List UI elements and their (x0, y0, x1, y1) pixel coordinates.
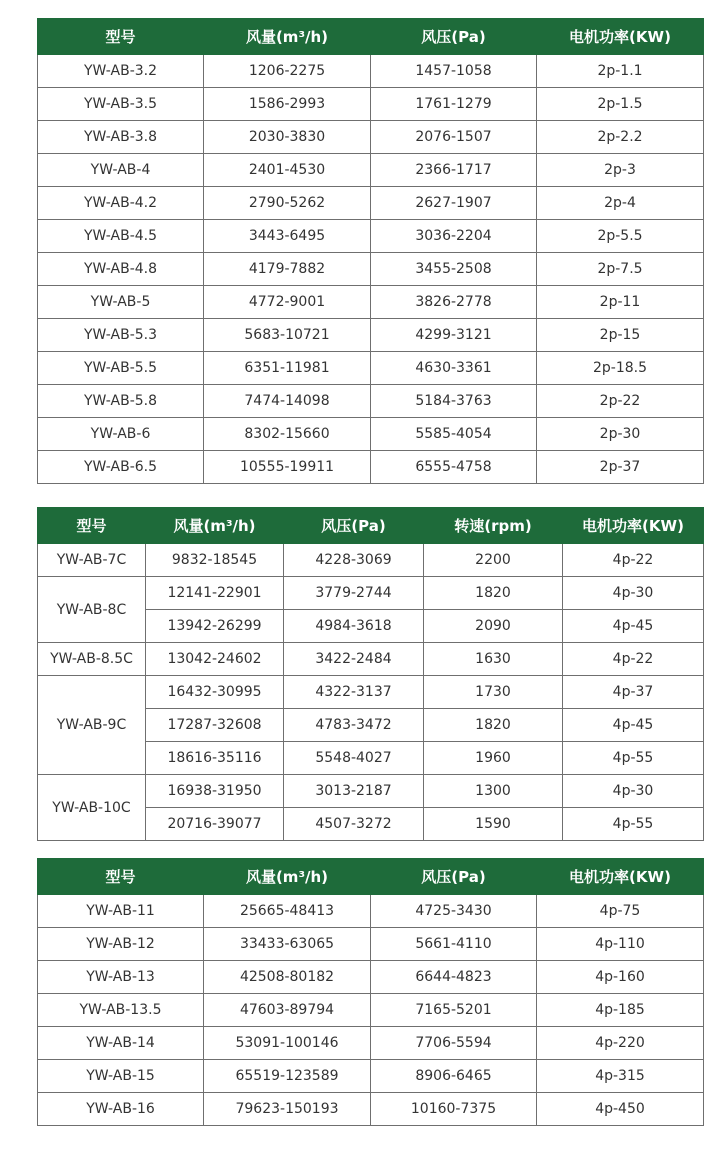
power-cell: 2p-15 (537, 319, 704, 352)
airflow-cell: 18616-35116 (146, 742, 284, 775)
power-cell: 4p-315 (537, 1060, 704, 1093)
model-cell: YW-AB-5 (38, 286, 204, 319)
table-row (38, 286, 704, 319)
airflow-cell: 9832-18545 (146, 544, 284, 577)
airflow-cell: 42508-80182 (204, 961, 371, 994)
table-row (38, 895, 704, 928)
speed-cell: 2200 (424, 544, 563, 577)
speed-cell: 1960 (424, 742, 563, 775)
model-cell: YW-AB-10C (38, 775, 146, 841)
airflow-cell: 53091-100146 (204, 1027, 371, 1060)
power-cell: 2p-37 (537, 451, 704, 484)
header-airflow: 风量(m³/h) (204, 859, 371, 895)
power-cell: 2p-3 (537, 154, 704, 187)
pressure-cell: 5184-3763 (371, 385, 537, 418)
model-cell: YW-AB-5.5 (38, 352, 204, 385)
pressure-cell: 1457-1058 (371, 55, 537, 88)
table-row (38, 352, 704, 385)
table-row (38, 544, 704, 577)
power-cell: 2p-11 (537, 286, 704, 319)
spec-table-2p (37, 18, 704, 484)
airflow-cell: 79623-150193 (204, 1093, 371, 1126)
airflow-cell: 16938-31950 (146, 775, 284, 808)
power-cell: 4p-30 (563, 775, 704, 808)
pressure-cell: 3013-2187 (284, 775, 424, 808)
model-cell: YW-AB-9C (38, 676, 146, 775)
spec-table-4p-speed (37, 507, 704, 841)
table-row (38, 961, 704, 994)
airflow-cell: 13042-24602 (146, 643, 284, 676)
header-airflow: 风量(m³/h) (204, 19, 371, 55)
table-row (38, 55, 704, 88)
pressure-cell: 3036-2204 (371, 220, 537, 253)
pressure-cell: 7706-5594 (371, 1027, 537, 1060)
power-cell: 4p-55 (563, 808, 704, 841)
airflow-cell: 4179-7882 (204, 253, 371, 286)
speed-cell: 1820 (424, 709, 563, 742)
table-row (38, 643, 704, 676)
power-cell: 2p-7.5 (537, 253, 704, 286)
table-header-row (38, 508, 704, 544)
pressure-cell: 5661-4110 (371, 928, 537, 961)
pressure-cell: 3779-2744 (284, 577, 424, 610)
table-row (38, 1093, 704, 1126)
airflow-cell: 13942-26299 (146, 610, 284, 643)
table-row (38, 385, 704, 418)
model-cell: YW-AB-4 (38, 154, 204, 187)
power-cell: 4p-45 (563, 709, 704, 742)
airflow-cell: 65519-123589 (204, 1060, 371, 1093)
table-row (38, 775, 704, 808)
speed-cell: 1300 (424, 775, 563, 808)
power-cell: 2p-2.2 (537, 121, 704, 154)
pressure-cell: 6555-4758 (371, 451, 537, 484)
pressure-cell: 5548-4027 (284, 742, 424, 775)
model-cell: YW-AB-3.8 (38, 121, 204, 154)
pressure-cell: 4228-3069 (284, 544, 424, 577)
power-cell: 2p-18.5 (537, 352, 704, 385)
model-cell: YW-AB-8C (38, 577, 146, 643)
table-row (38, 928, 704, 961)
airflow-cell: 25665-48413 (204, 895, 371, 928)
airflow-cell: 8302-15660 (204, 418, 371, 451)
model-cell: YW-AB-14 (38, 1027, 204, 1060)
pressure-cell: 4630-3361 (371, 352, 537, 385)
airflow-cell: 1586-2993 (204, 88, 371, 121)
speed-cell: 1730 (424, 676, 563, 709)
model-cell: YW-AB-16 (38, 1093, 204, 1126)
table-row (38, 1027, 704, 1060)
power-cell: 2p-1.1 (537, 55, 704, 88)
power-cell: 4p-22 (563, 544, 704, 577)
model-cell: YW-AB-8.5C (38, 643, 146, 676)
table-row (38, 121, 704, 154)
airflow-cell: 2790-5262 (204, 187, 371, 220)
speed-cell: 2090 (424, 610, 563, 643)
table-row (38, 154, 704, 187)
model-cell: YW-AB-15 (38, 1060, 204, 1093)
power-cell: 4p-55 (563, 742, 704, 775)
airflow-cell: 3443-6495 (204, 220, 371, 253)
table-row (38, 676, 704, 709)
airflow-cell: 5683-10721 (204, 319, 371, 352)
pressure-cell: 8906-6465 (371, 1060, 537, 1093)
model-cell: YW-AB-6.5 (38, 451, 204, 484)
airflow-cell: 10555-19911 (204, 451, 371, 484)
table-header-row (38, 859, 704, 895)
model-cell: YW-AB-12 (38, 928, 204, 961)
header-model: 型号 (38, 508, 146, 544)
pressure-cell: 10160-7375 (371, 1093, 537, 1126)
power-cell: 4p-110 (537, 928, 704, 961)
power-cell: 2p-4 (537, 187, 704, 220)
table-row (38, 451, 704, 484)
model-cell: YW-AB-4.8 (38, 253, 204, 286)
pressure-cell: 4507-3272 (284, 808, 424, 841)
model-cell: YW-AB-4.2 (38, 187, 204, 220)
table-row (38, 319, 704, 352)
speed-cell: 1820 (424, 577, 563, 610)
table-row (38, 994, 704, 1027)
power-cell: 4p-30 (563, 577, 704, 610)
pressure-cell: 7165-5201 (371, 994, 537, 1027)
table-row (38, 187, 704, 220)
pressure-cell: 3455-2508 (371, 253, 537, 286)
spec-table-4p (37, 858, 704, 1126)
pressure-cell: 2076-1507 (371, 121, 537, 154)
model-cell: YW-AB-3.5 (38, 88, 204, 121)
pressure-cell: 4725-3430 (371, 895, 537, 928)
airflow-cell: 4772-9001 (204, 286, 371, 319)
pressure-cell: 4783-3472 (284, 709, 424, 742)
power-cell: 4p-220 (537, 1027, 704, 1060)
speed-cell: 1630 (424, 643, 563, 676)
airflow-cell: 2030-3830 (204, 121, 371, 154)
power-cell: 4p-185 (537, 994, 704, 1027)
pressure-cell: 4322-3137 (284, 676, 424, 709)
pressure-cell: 3422-2484 (284, 643, 424, 676)
model-cell: YW-AB-5.8 (38, 385, 204, 418)
airflow-cell: 16432-30995 (146, 676, 284, 709)
header-pressure: 风压(Pa) (371, 19, 537, 55)
airflow-cell: 33433-63065 (204, 928, 371, 961)
airflow-cell: 2401-4530 (204, 154, 371, 187)
model-cell: YW-AB-11 (38, 895, 204, 928)
header-pressure: 风压(Pa) (284, 508, 424, 544)
table-header-row (38, 19, 704, 55)
model-cell: YW-AB-13 (38, 961, 204, 994)
header-power: 电机功率(KW) (537, 859, 704, 895)
pressure-cell: 4984-3618 (284, 610, 424, 643)
power-cell: 2p-22 (537, 385, 704, 418)
power-cell: 4p-75 (537, 895, 704, 928)
table-row (38, 253, 704, 286)
power-cell: 4p-450 (537, 1093, 704, 1126)
header-model: 型号 (38, 19, 204, 55)
power-cell: 2p-5.5 (537, 220, 704, 253)
power-cell: 4p-160 (537, 961, 704, 994)
header-airflow: 风量(m³/h) (146, 508, 284, 544)
header-pressure: 风压(Pa) (371, 859, 537, 895)
pressure-cell: 5585-4054 (371, 418, 537, 451)
pressure-cell: 2627-1907 (371, 187, 537, 220)
model-cell: YW-AB-4.5 (38, 220, 204, 253)
model-cell: YW-AB-6 (38, 418, 204, 451)
pressure-cell: 3826-2778 (371, 286, 537, 319)
header-speed: 转速(rpm) (424, 508, 563, 544)
airflow-cell: 17287-32608 (146, 709, 284, 742)
header-model: 型号 (38, 859, 204, 895)
model-cell: YW-AB-7C (38, 544, 146, 577)
header-power: 电机功率(KW) (563, 508, 704, 544)
table-row (38, 1060, 704, 1093)
power-cell: 2p-1.5 (537, 88, 704, 121)
airflow-cell: 12141-22901 (146, 577, 284, 610)
model-cell: YW-AB-3.2 (38, 55, 204, 88)
table-row (38, 88, 704, 121)
airflow-cell: 1206-2275 (204, 55, 371, 88)
airflow-cell: 47603-89794 (204, 994, 371, 1027)
power-cell: 4p-45 (563, 610, 704, 643)
pressure-cell: 1761-1279 (371, 88, 537, 121)
pressure-cell: 2366-1717 (371, 154, 537, 187)
power-cell: 2p-30 (537, 418, 704, 451)
speed-cell: 1590 (424, 808, 563, 841)
pressure-cell: 6644-4823 (371, 961, 537, 994)
model-cell: YW-AB-13.5 (38, 994, 204, 1027)
airflow-cell: 6351-11981 (204, 352, 371, 385)
airflow-cell: 20716-39077 (146, 808, 284, 841)
power-cell: 4p-22 (563, 643, 704, 676)
power-cell: 4p-37 (563, 676, 704, 709)
table-row (38, 577, 704, 610)
table-row (38, 418, 704, 451)
model-cell: YW-AB-5.3 (38, 319, 204, 352)
table-row (38, 220, 704, 253)
header-power: 电机功率(KW) (537, 19, 704, 55)
airflow-cell: 7474-14098 (204, 385, 371, 418)
pressure-cell: 4299-3121 (371, 319, 537, 352)
